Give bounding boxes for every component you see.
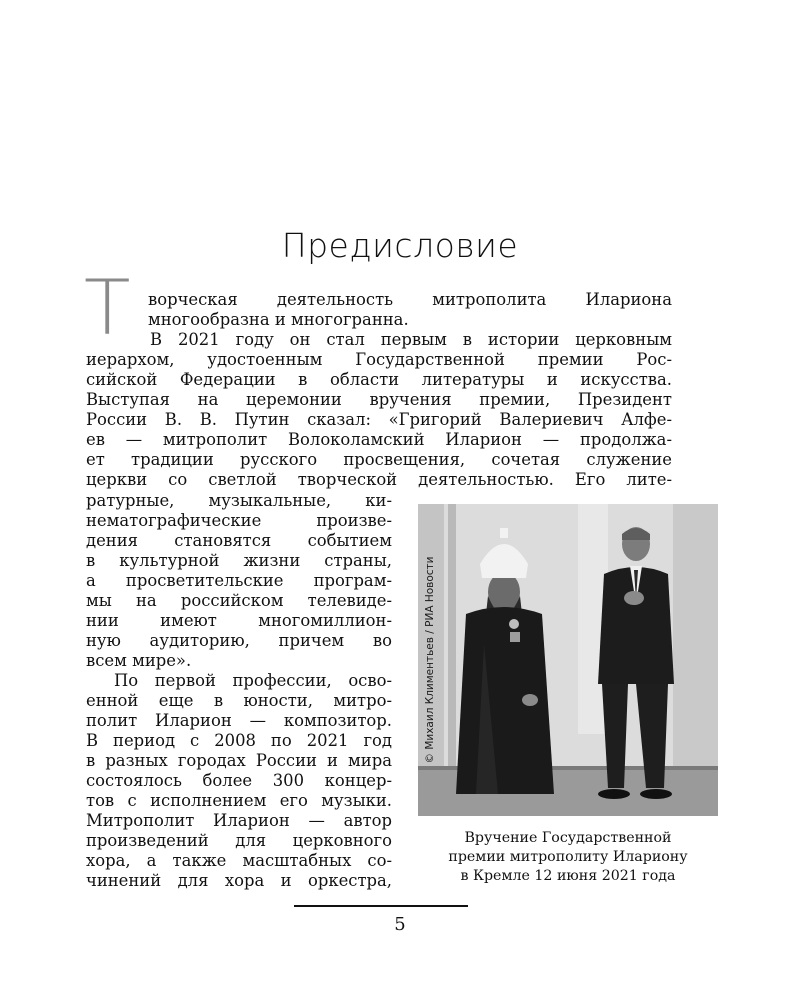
photo-illustration (418, 504, 718, 816)
text-line: чинений для хора и оркестра, (86, 871, 392, 890)
text-line: сийской Федерации в области литературы и искусства. (86, 370, 672, 389)
page-title: Предисловие (281, 226, 519, 265)
text-line: а просветительские програм- (86, 571, 392, 590)
text-line: ратурные, музыкальные, ки- (86, 491, 392, 510)
text-line: По первой профессии, осво- (114, 671, 392, 690)
text-line: Выступая на церемонии вручения премии, Президент (86, 390, 672, 409)
text-line: Митрополит Иларион — автор (86, 811, 392, 830)
text-line: иерархом, удостоенным Государственной премии Рос- (86, 350, 672, 369)
text-line: всем мире». (86, 651, 192, 670)
footer-rule (294, 905, 468, 907)
text-line: хора, а также масштабных со- (86, 851, 392, 870)
text-line: России В. В. Путин сказал: «Григорий Валериевич Алфе- (86, 410, 672, 429)
text-line: состоялось более 300 концер- (86, 771, 392, 790)
text-line: ворческая деятельность митрополита Илариона (148, 290, 672, 309)
text-line: В 2021 году он стал первым в истории церковным (150, 330, 672, 349)
text-line: енной еще в юности, митро- (86, 691, 392, 710)
text-line: дения становятся событием (86, 531, 392, 550)
ceremony-photo (418, 504, 718, 816)
text-line: нии имеют многомиллион- (86, 611, 392, 630)
text-line: произведений для церковного (86, 831, 392, 850)
text-line: церкви со светлой творческой деятельностью. Его лите- (86, 470, 672, 489)
text-line: ет традиции русского просвещения, сочетая служение (86, 450, 672, 469)
photo-caption-line: премии митрополиту Илариону (448, 849, 688, 865)
page-number: 5 (394, 914, 406, 935)
text-line: ев — митрополит Волоколамский Иларион — продолжа- (86, 430, 672, 449)
text-line: мы на российском телевиде- (86, 591, 392, 610)
text-line: В период с 2008 по 2021 год (86, 731, 392, 750)
photo-credit: © Михаил Климентьев / РИА Новости (424, 556, 436, 764)
text-line: ную аудиторию, причем во (86, 631, 392, 650)
text-line: тов с исполнением его музыки. (86, 791, 392, 810)
text-line: многообразна и многогранна. (148, 310, 409, 329)
text-line: в культурной жизни страны, (86, 551, 392, 570)
text-line: в разных городах России и мира (86, 751, 392, 770)
photo-caption-line: в Кремле 12 июня 2021 года (460, 868, 676, 884)
text-line: нематографические произве- (86, 511, 392, 530)
photo-caption-line: Вручение Государственной (464, 830, 672, 846)
text-line: полит Иларион — композитор. (86, 711, 392, 730)
drop-cap: Т (84, 263, 131, 352)
